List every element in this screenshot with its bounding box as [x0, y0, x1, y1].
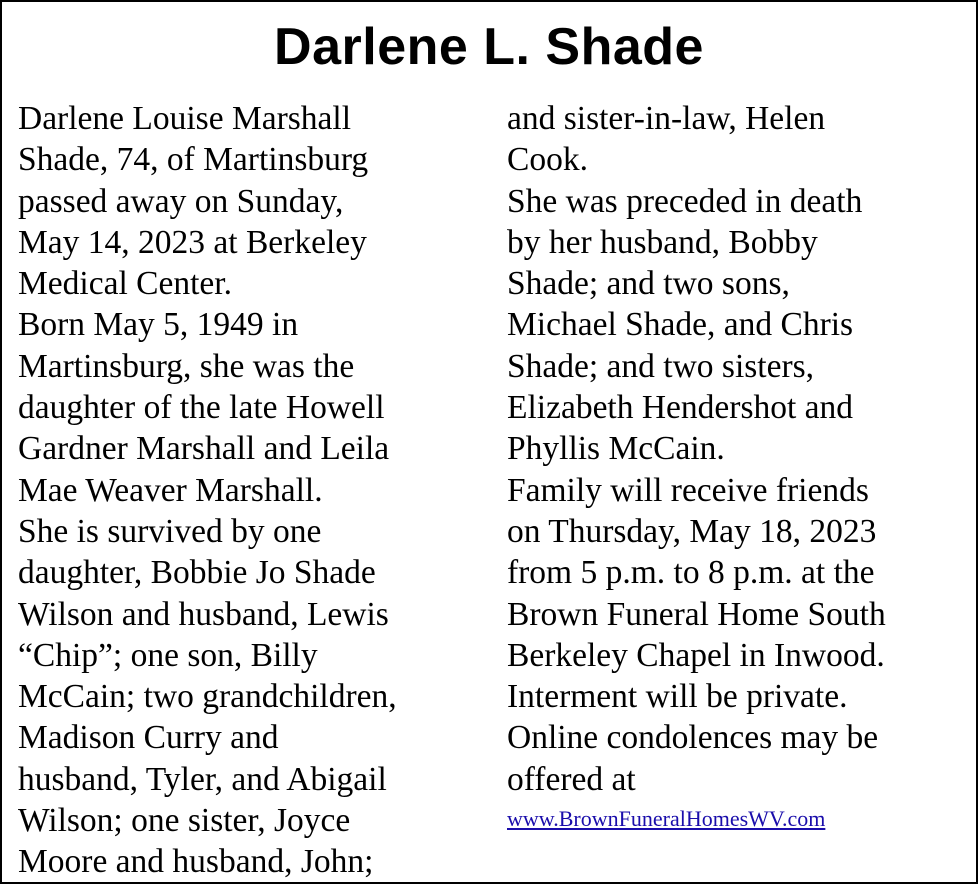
text-line: She is survived by one: [18, 512, 322, 550]
text-line: Shade; and two sons,: [507, 265, 790, 303]
text-line: Family will receive friends: [507, 471, 869, 509]
text-line: Darlene Louise Marshall: [18, 100, 352, 137]
text-line: Interment will be private.: [507, 678, 848, 716]
text-line: She was preceded in death: [507, 182, 863, 220]
text-line: Wilson and husband, Lewis: [18, 595, 389, 633]
left-column: [18, 98, 397, 883]
text-line: Berkeley Chapel in Inwood.: [507, 636, 885, 674]
text-line: husband, Tyler, and Abigail: [18, 760, 387, 798]
text-line: McCain; two grandchildren,: [18, 678, 397, 716]
obituary-title: Darlene L. Shade: [274, 18, 704, 76]
text-line: Martinsburg, she was the: [18, 347, 355, 385]
text-line: by her husband, Bobby: [507, 223, 818, 261]
text-line: Elizabeth Hendershot and: [507, 389, 854, 427]
text-line: on Thursday, May 18, 2023: [507, 512, 877, 550]
text-line: Cook.: [507, 141, 588, 179]
text-line: Shade, 74, of Martinsburg: [18, 141, 369, 179]
text-line: Gardner Marshall and Leila: [18, 430, 390, 468]
text-line: Madison Curry and: [18, 719, 279, 757]
funeral-home-link[interactable]: www.BrownFuneralHomesWV.com: [507, 806, 826, 832]
text-line: Mae Weaver Marshall.: [18, 471, 323, 509]
text-line: Shade; and two sisters,: [507, 347, 815, 385]
text-line: Medical Center.: [18, 265, 232, 303]
right-column: [507, 98, 886, 838]
text-line: Michael Shade, and Chris: [507, 306, 854, 344]
text-line: Moore and husband, John;: [18, 843, 374, 881]
text-line: Wilson; one sister, Joyce: [18, 802, 351, 840]
text-line: “Chip”; one son, Billy: [18, 636, 318, 674]
text-line: and sister-in-law, Helen: [507, 100, 826, 137]
text-line: Online condolences may be: [507, 719, 879, 757]
text-line: Brown Funeral Home South: [507, 595, 886, 633]
text-line: offered at: [507, 760, 636, 798]
text-line: daughter of the late Howell: [18, 389, 385, 427]
text-line: Born May 5, 1949 in: [18, 306, 299, 344]
text-line: May 14, 2023 at Berkeley: [18, 223, 367, 261]
text-line: daughter, Bobbie Jo Shade: [18, 554, 376, 592]
text-line: from 5 p.m. to 8 p.m. at the: [507, 554, 875, 592]
link-line: [507, 804, 886, 838]
text-line: Phyllis McCain.: [507, 430, 725, 468]
text-line: passed away on Sunday,: [18, 182, 344, 220]
